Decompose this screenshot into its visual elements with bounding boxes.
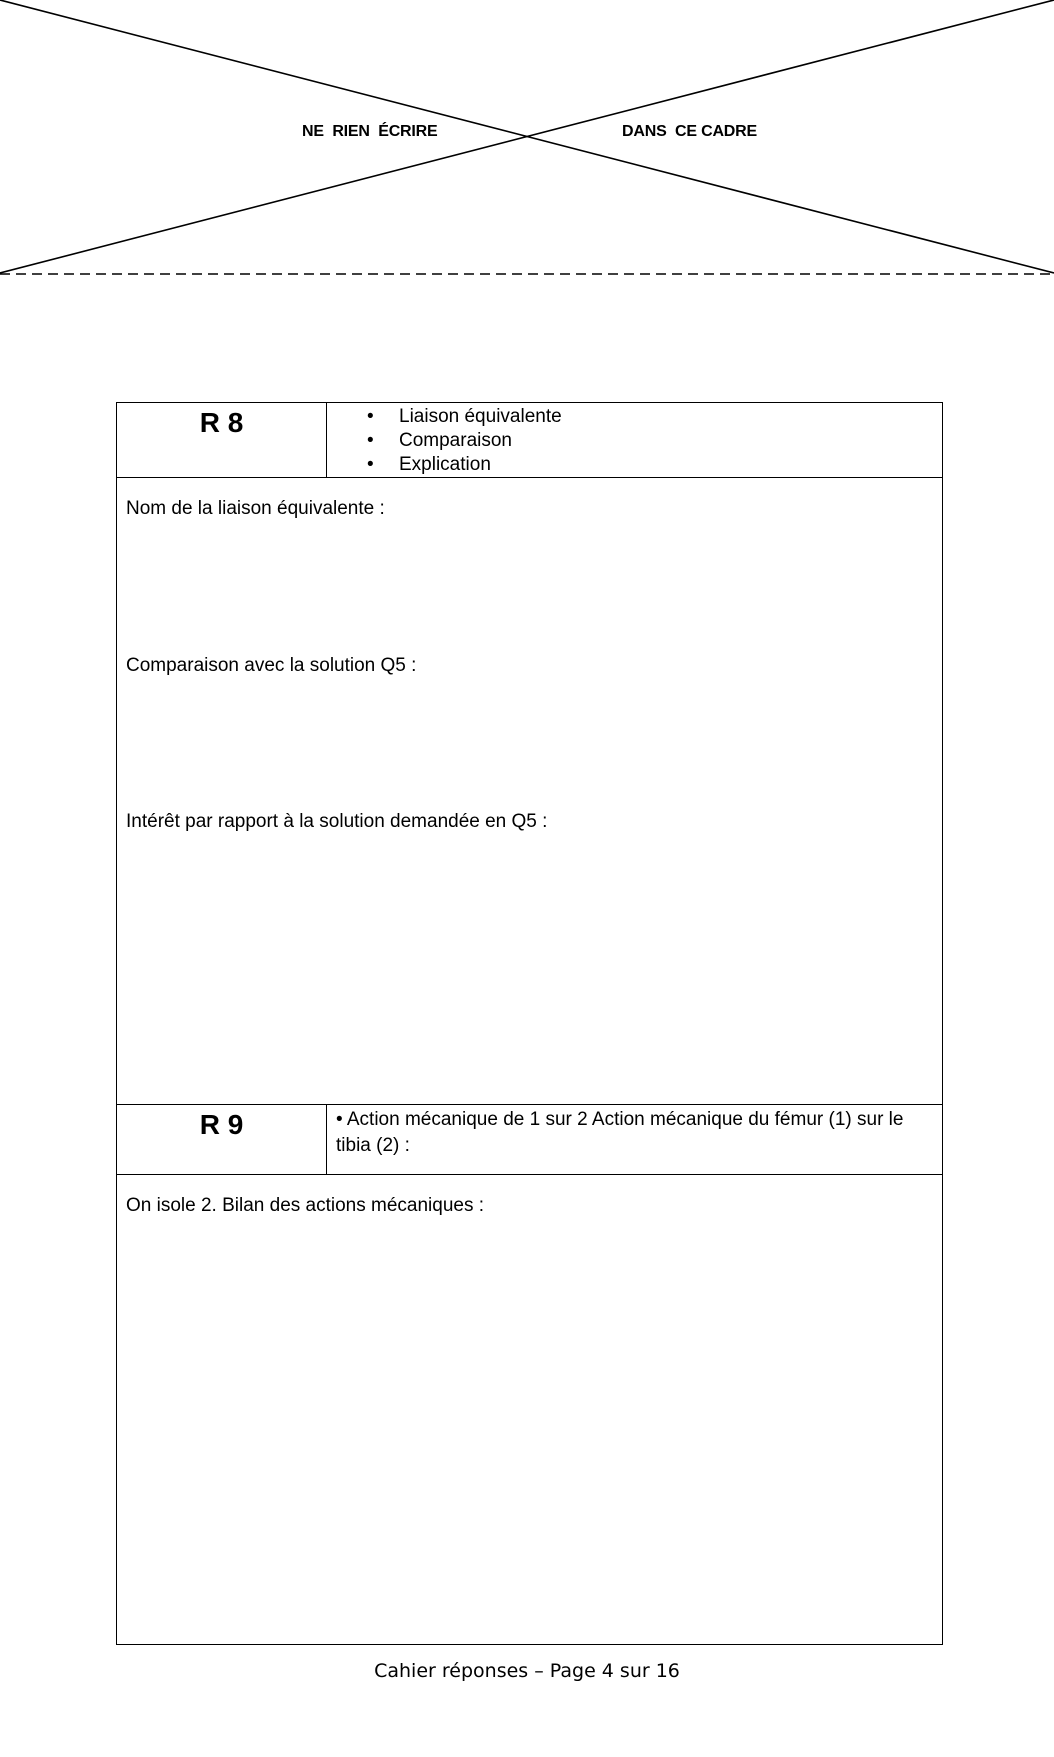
do-not-write-label-right: DANS CE CADRE [622,123,757,140]
page-footer: Cahier réponses – Page 4 sur 16 [374,1660,680,1682]
r8-prompt-comparison: Comparaison avec la solution Q5 : [126,655,417,676]
r8-criterion: • Explication [367,453,942,477]
r8-prompt-liaison-name: Nom de la liaison équivalente : [126,498,385,519]
r8-prompt-interest: Intérêt par rapport à la solution demandée en Q5 : [126,811,548,832]
answer-table [116,402,943,1645]
r8-code: R 8 [199,407,244,438]
r8-code-cell [117,403,327,478]
r8-answer-row [117,478,943,1105]
r9-code: R 9 [199,1109,244,1140]
r9-prompt-isolate: On isole 2. Bilan des actions mécaniques : [126,1195,485,1216]
do-not-write-zone [0,0,1054,280]
r8-header-row [117,403,943,478]
r8-criterion: • Liaison équivalente [367,405,942,429]
r9-criteria-cell [327,1105,943,1175]
r8-answer-area[interactable] [117,478,943,1105]
r9-criterion: • Action mécanique de 1 sur 2 Action mécanique du fémur (1) sur le tibia (2) : [336,1109,904,1156]
r9-answer-area[interactable] [117,1175,943,1645]
do-not-write-label-left: NE RIEN ÉCRIRE [302,123,438,140]
r9-code-cell [117,1105,327,1175]
r8-criteria-cell [327,403,943,478]
r8-criterion: • Comparaison [367,429,942,453]
r9-answer-row [117,1175,943,1645]
r9-header-row [117,1105,943,1175]
r8-criteria-list [327,403,942,477]
cross-out-lines [0,0,1054,280]
